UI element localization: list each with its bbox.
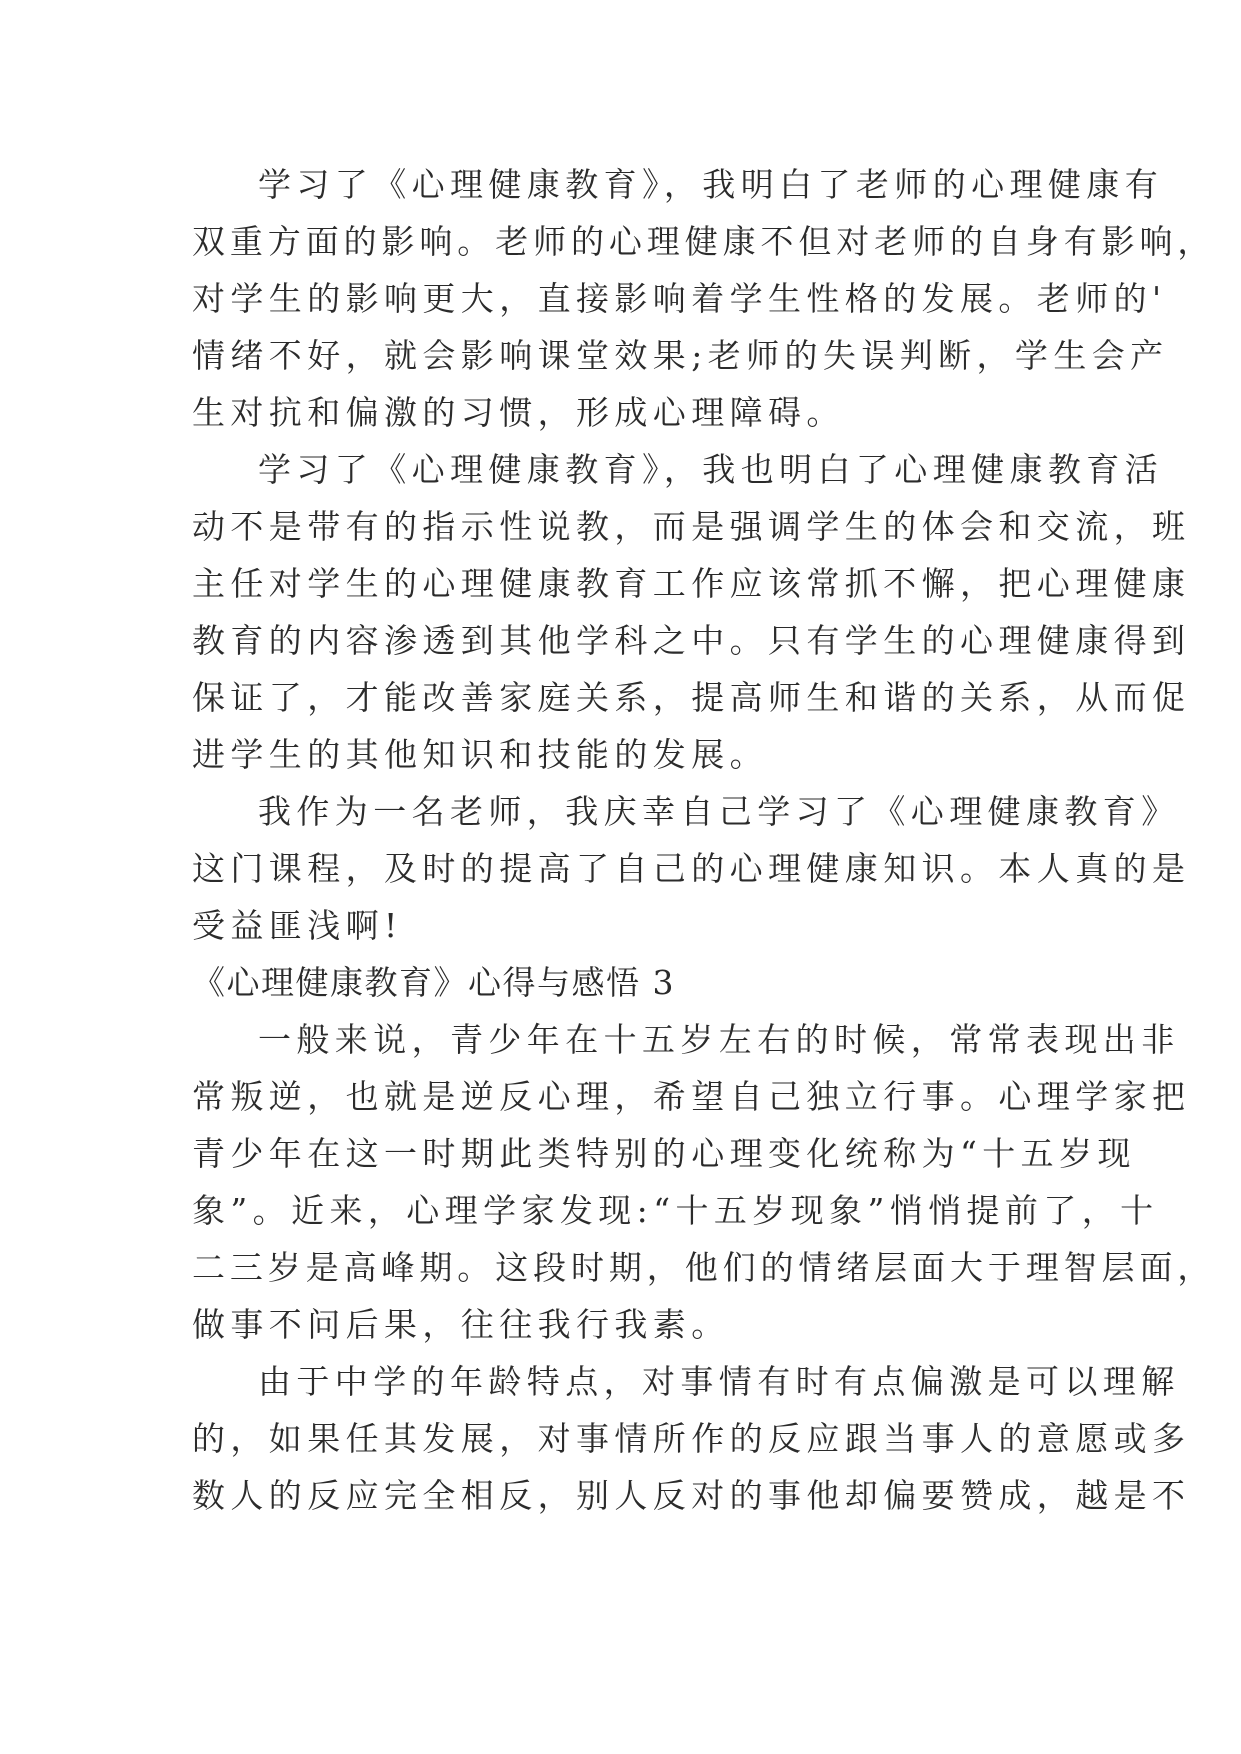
- paragraph-4-line-5: 二三岁是高峰期。这段时期，他们的情绪层面大于理智层面，: [192, 1248, 1216, 1287]
- paragraph-1-line-5: 生对抗和偏激的习惯，形成心理障碍。: [192, 393, 845, 432]
- paragraph-5-line-3: 数人的反应完全相反，别人反对的事他却偏要赞成，越是不: [192, 1476, 1191, 1515]
- paragraph-3-line-3: 受益匪浅啊!: [192, 906, 403, 945]
- section-heading: 《心理健康教育》心得与感悟 3: [192, 963, 675, 1002]
- paragraph-2-line-4: 教育的内容渗透到其他学科之中。只有学生的心理健康得到: [192, 621, 1191, 660]
- paragraph-3-line-2: 这门课程，及时的提高了自己的心理健康知识。本人真的是: [192, 849, 1191, 888]
- paragraph-5-line-2: 的，如果任其发展，对事情所作的反应跟当事人的意愿或多: [192, 1419, 1191, 1458]
- paragraph-4-line-4: 象”。近来，心理学家发现:“十五岁现象”悄悄提前了，十: [192, 1191, 1159, 1230]
- paragraph-1-line-4: 情绪不好，就会影响课堂效果;老师的失误判断，学生会产: [192, 336, 1169, 375]
- paragraph-2-line-6: 进学生的其他知识和技能的发展。: [192, 735, 768, 774]
- paragraph-4-line-2: 常叛逆，也就是逆反心理，希望自己独立行事。心理学家把: [192, 1077, 1191, 1116]
- paragraph-4-line-6: 做事不问后果，往往我行我素。: [192, 1305, 730, 1344]
- paragraph-1-line-3: 对学生的影响更大，直接影响着学生性格的发展。老师的': [192, 279, 1167, 318]
- paragraph-4-line-3: 青少年在这一时期此类特别的心理变化统称为“十五岁现: [192, 1134, 1136, 1173]
- paragraph-2-line-2: 动不是带有的指示性说教，而是强调学生的体会和交流，班: [192, 507, 1191, 546]
- paragraph-5-line-1: 由于中学的年龄特点，对事情有时有点偏激是可以理解: [258, 1362, 1180, 1401]
- paragraph-1-line-2: 双重方面的影响。老师的心理健康不但对老师的自身有影响，: [192, 222, 1216, 261]
- paragraph-1-line-1: 学习了《心理健康教育》，我明白了老师的心理健康有: [258, 165, 1164, 204]
- paragraph-2-line-5: 保证了，才能改善家庭关系，提高师生和谐的关系，从而促: [192, 678, 1191, 717]
- paragraph-3-line-1: 我作为一名老师，我庆幸自己学习了《心理健康教育》: [258, 792, 1180, 831]
- paragraph-2-line-3: 主任对学生的心理健康教育工作应该常抓不懈，把心理健康: [192, 564, 1191, 603]
- paragraph-4-line-1: 一般来说，青少年在十五岁左右的时候，常常表现出非: [258, 1020, 1180, 1059]
- paragraph-2-line-1: 学习了《心理健康教育》，我也明白了心理健康教育活: [258, 450, 1164, 489]
